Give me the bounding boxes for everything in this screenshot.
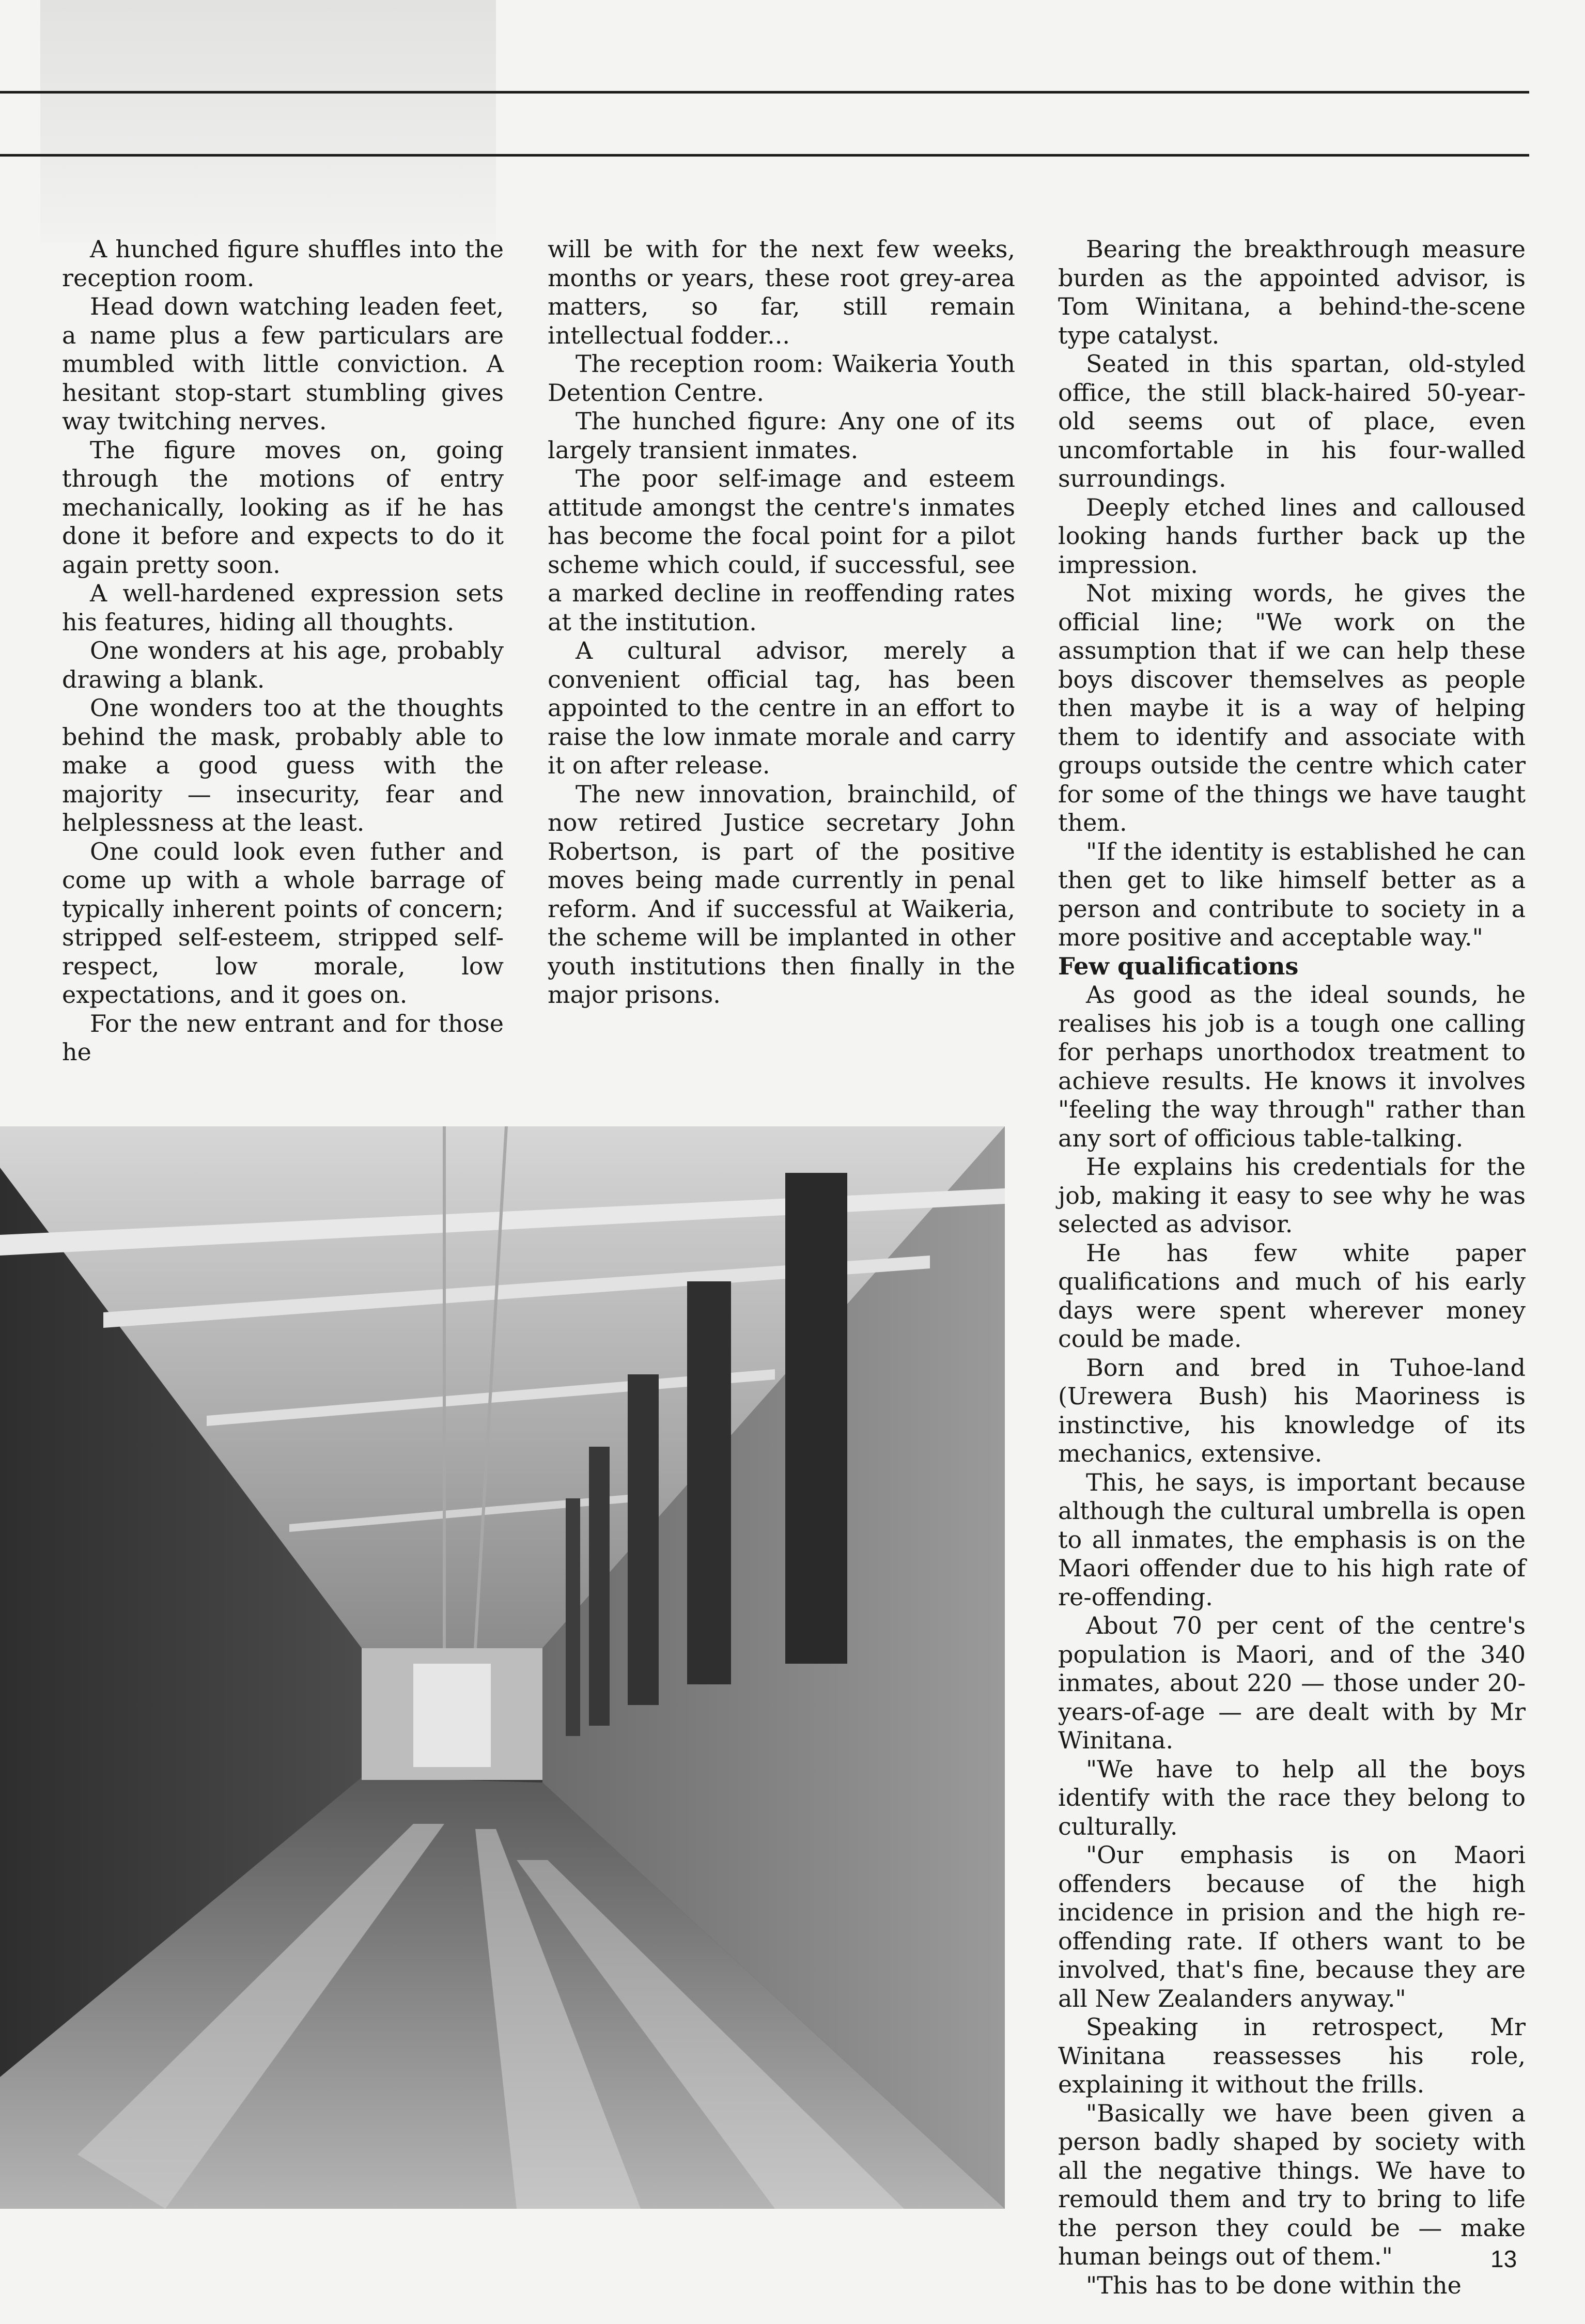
paragraph: A hunched figure shuffles into the reception room. [62,235,504,292]
paragraph: For the new entrant and for those he [62,1009,504,1066]
paragraph: "We have to help all the boys identify with the race they belong to culturally. [1058,1755,1526,1840]
paragraph: He explains his credentials for the job, making it easy to see why he was selected as advisor. [1058,1153,1526,1238]
paragraph: About 70 per cent of the centre's population is Maori, and of the 340 inmates, about 220 — those under 20-years-of-age — are dealt with by Mr Winitana. [1058,1612,1526,1754]
paragraph: A well-hardened expression sets his features, hiding all thoughts. [62,579,504,636]
top-grey-block [40,0,496,243]
paragraph: One wonders at his age, probably drawing a blank. [62,637,504,693]
paragraph: The poor self-image and esteem attitude amongst the centre's inmates has become the focal point for a pilot scheme which could, if successful, see a marked decline in reoffending rates at the institution. [548,464,1015,636]
header-rule-bottom [0,154,1529,157]
paragraph: "If the identity is established he can then get to like himself better as a person and contribute to society in a more positive and acceptable way." [1058,837,1526,951]
paragraph: As good as the ideal sounds, he realises his job is a tough one calling for perhaps unorthodox treatment to achieve results. He knows it involves "feeling the way through" rather than any sort of officious table-talking. [1058,981,1526,1152]
paragraph: "This has to be done within the [1086,2271,1462,2299]
paragraph: This, he says, is important because although the cultural umbrella is open to all inmates, the emphasis is on the Maori offender due to his high rate of re-offending. [1058,1468,1526,1611]
paragraph: The hunched figure: Any one of its largely transient inmates. [548,407,1015,464]
paragraph: One wonders too at the thoughts behind the mask, probably able to make a good guess with the majority — insecurity, fear and helplessness at the least. [62,694,504,836]
section-heading: Few qualifications [1058,952,1299,980]
paragraph: Bearing the breakthrough measure burden as the appointed advisor, is Tom Winitana, a behind-the-scene type catalyst. [1058,235,1526,349]
corridor-photo [0,1126,1005,2209]
paragraph: One could look even futher and come up with a whole barrage of typically inherent points of concern; stripped self-esteem, stripped self-respect, low morale, low expectations, and it goes on. [62,837,504,1009]
paragraph: Not mixing words, he gives the official line; "We work on the assumption that if we can help these boys discover themselves as people then maybe it is a way of helping them to identify and associate with groups outside the centre which cater for some of the things we have taught them. [1058,579,1526,836]
paragraph: Seated in this spartan, old-styled office, the still black-haired 50-year-old seems out of place, even uncomfortable in his four-walled surroundings. [1058,350,1526,492]
paragraph: "Basically we have been given a person badly shaped by society with all the negative things. We have to remould them and try to bring to life the person they could be — make human beings out of them." [1058,2099,1526,2270]
paragraph: A cultural advisor, merely a convenient official tag, has been appointed to the centre in an effort to raise the low inmate morale and carry it on after release. [548,637,1015,779]
paragraph: The new innovation, brainchild, of now retired Justice secretary John Robertson, is part of the positive moves being made currently in penal reform. And if successful at Waikeria, the scheme will be implanted in other youth institutions then finally in the major prisons. [548,780,1015,1009]
paragraph: Speaking in retrospect, Mr Winitana reassesses his role, explaining it without the frills. [1058,2013,1526,2098]
page-number: 13 [1490,2245,1517,2272]
paragraph: The figure moves on, going through the motions of entry mechanically, looking as if he has done it before and expects to do it again pretty soon. [62,436,504,579]
header-rule-top [0,91,1529,94]
article-column-1 [62,235,504,1067]
paragraph: will be with for the next few weeks, months or years, these root grey-area matters, so far, still remain intellectual fodder... [548,235,1015,349]
paragraph: Head down watching leaden feet, a name plus a few particulars are mumbled with little conviction. A hesitant stop-start stumbling gives way twitching nerves. [62,292,504,435]
article-column-3 [1058,235,1526,2300]
paragraph: Born and bred in Tuhoe-land (Urewera Bush) his Maoriness is instinctive, his knowledge of its mechanics, extensive. [1058,1353,1526,1467]
paragraph: "Our emphasis is on Maori offenders because of the high incidence in prision and the high re-offending rate. If others want to be involved, that's fine, because they are all New Zealanders anyway." [1058,1841,1526,2012]
paragraph: He has few white paper qualifications and much of his early days were spent wherever money could be made. [1058,1238,1526,1353]
paragraph: Deeply etched lines and calloused looking hands further back up the impression. [1058,493,1526,579]
paragraph: The reception room: Waikeria Youth Detention Centre. [548,350,1015,407]
article-column-2 [548,235,1015,1010]
